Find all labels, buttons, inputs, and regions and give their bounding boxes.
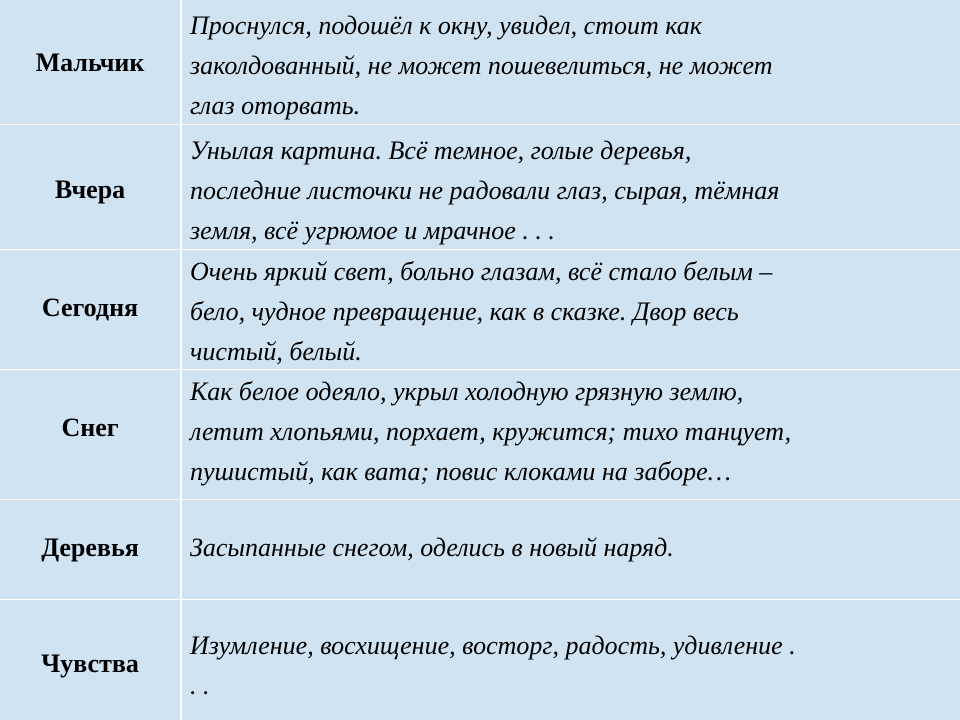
table-row <box>0 600 960 720</box>
row-label: Сегодня <box>41 293 139 322</box>
row-text: Проснулся, подошёл к окну, увидел, стоит как заколдованный, не может пошевелиться, не может глаз оторвать. <box>190 11 773 120</box>
table-row <box>0 0 960 125</box>
table-row <box>0 500 960 600</box>
row-label: Мальчик <box>35 48 145 77</box>
table-row <box>0 125 960 250</box>
row-text: Очень яркий свет, больно глазам, всё стало белым – бело, чудное превращение, как в сказке. Двор весь чистый, белый. <box>190 257 773 366</box>
row-text: Изумление, восхищение, восторг, радость, удивление . . . <box>190 631 796 700</box>
row-text: Унылая картина. Всё темное, голые деревья, последние листочки не радовали глаз, сырая, тёмная земля, всё угрюмое и мрачное . . . <box>190 136 780 245</box>
row-label: Деревья <box>41 533 139 562</box>
row-label: Снег <box>61 413 119 442</box>
table-row <box>0 250 960 370</box>
table-row <box>0 370 960 500</box>
row-text: Как белое одеяло, укрыл холодную грязную землю, летит хлопьями, порхает, кружится; тихо танцует, пушистый, как вата; повис клоками на заборе… <box>190 377 792 486</box>
row-text: Засыпанные снегом, оделись в новый наряд. <box>190 533 674 562</box>
row-label: Чувства <box>41 649 139 678</box>
row-label: Вчера <box>54 175 126 204</box>
